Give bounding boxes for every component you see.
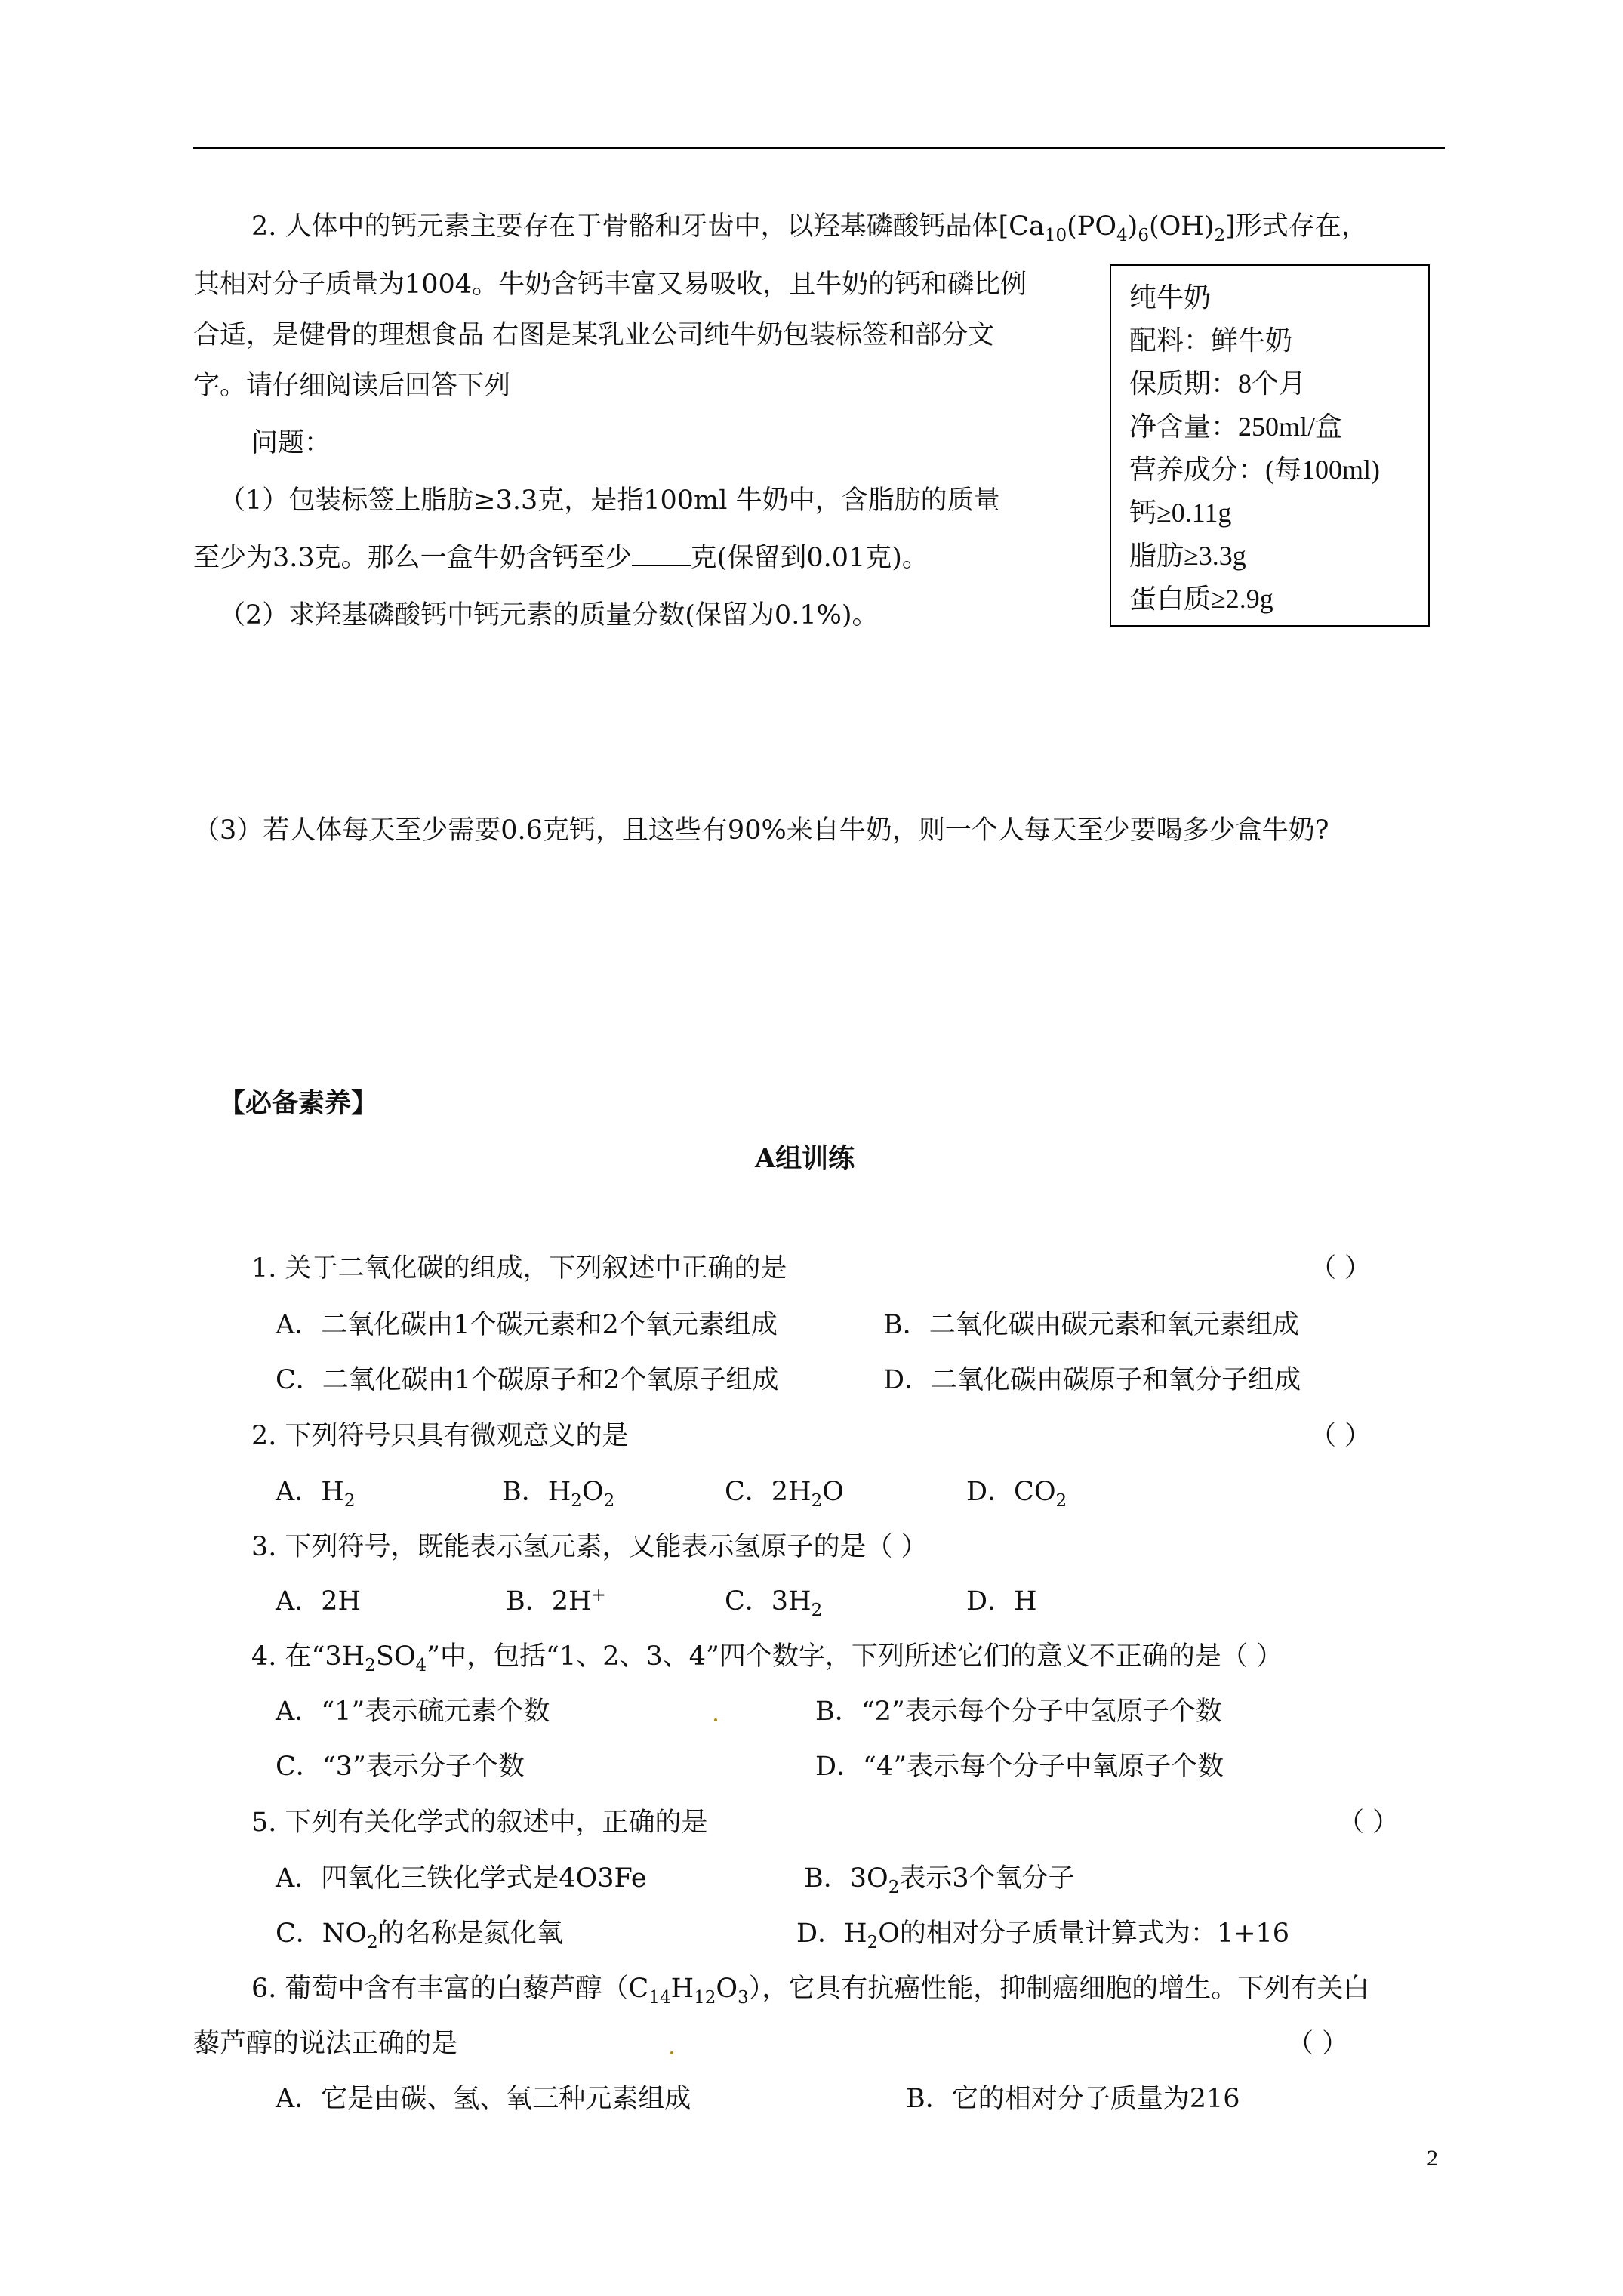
q4-stem: 4. 在“$3H_2SO_4$”中，包括“1、2、3、4”四个数字，下列所述它们的意义不正确的是（ ） [251,1641,1283,1675]
q3-option-a: A．2H [276,1586,362,1616]
q2b-option-a: A．$H_2$ [276,1477,356,1511]
q2-line4: 字。请仔细阅读后回答下列 [193,371,511,401]
q5-option-c: C．$NO_2$的名称是氮化氧 [276,1918,563,1952]
milk-label-line: 配料：鲜牛奶 [1129,325,1293,356]
q4-option-c: C．“3”表示分子个数 [276,1752,525,1782]
q6-stem-line1: 6. 葡萄中含有丰富的白藜芦醇$(C_{14}H_{12}O_3)$，它具有抗癌性能，抑制癌细胞的增生。下列有关白 [251,1974,1370,2008]
q2-line3: 合适，是健骨的理想食品 右图是某乳业公司纯牛奶包装标签和部分文 [193,320,995,350]
milk-label-line: 保质期：8个月 [1129,368,1307,399]
milk-label-box [1110,264,1430,627]
q5-answer-bracket[interactable]: （ ） [1338,1808,1400,1838]
q5-option-d: D．$H_2O$的相对分子质量计算式为：1+16 [796,1918,1290,1952]
q2-line5: 问题： [251,428,331,458]
milk-label-line: 纯牛奶 [1129,282,1212,313]
q2-sub3: （3）若人体每天至少需要0.6克钙，且这些有90%来自牛奶，则一个人每天至少要喝多少盒牛奶? [193,815,1329,846]
page-number: 2 [1427,2146,1438,2171]
stray-dot [670,2051,673,2054]
q3-option-c: C．$3H_2$ [725,1586,823,1620]
q1-option-d: D．二氧化碳由碳原子和氧分子组成 [883,1365,1301,1395]
q3-stem: 3. 下列符号，既能表示氢元素，又能表示氢原子的是（ ） [251,1532,928,1562]
q1-option-a: A．二氧化碳由1个碳元素和2个氧元素组成 [276,1310,778,1340]
q2-line2: 其相对分子质量为1004。牛奶含钙丰富又易吸收，且牛奶的钙和磷比例 [193,270,1027,300]
q1-option-b: B．二氧化碳由碳元素和氧元素组成 [883,1310,1299,1340]
q6-stem-line2: 藜芦醇的说法正确的是 [193,2029,458,2059]
q5-stem: 5. 下列有关化学式的叙述中，正确的是 [251,1808,708,1838]
q1-stem: 1. 关于二氧化碳的组成，下列叙述中正确的是 [251,1253,787,1284]
q2b-option-d: D．$CO_2$ [966,1477,1067,1511]
milk-label-line: 蛋白质≥2.9g [1129,584,1273,614]
q1-answer-bracket[interactable]: （ ） [1310,1253,1372,1284]
q3-option-d: D．H [966,1586,1037,1616]
header-rule [193,147,1445,149]
q5-option-b: B．$3O_2$表示3个氧分子 [804,1863,1075,1897]
q1-option-c: C．二氧化碳由1个碳原子和2个氧原子组成 [276,1365,779,1395]
q4-option-b: B．“2”表示每个分子中氢原子个数 [815,1697,1222,1727]
group-title: A组训练 [755,1143,855,1174]
q2-sub1-line1: （1）包装标签上脂肪≥3.3克，是指100ml 牛奶中，含脂肪的质量 [219,485,1000,516]
milk-label-line: 营养成分：(每100ml) [1129,455,1380,485]
stray-dot [714,1718,717,1721]
q2b-option-b: B．$H_2O_2$ [502,1477,615,1511]
q2b-stem: 2. 下列符号只具有微观意义的是 [251,1421,629,1451]
answer-blank[interactable] [632,542,691,566]
milk-label-line: 钙≥0.11g [1129,498,1232,528]
q4-option-d: D．“4”表示每个分子中氧原子个数 [815,1752,1224,1782]
q2b-answer-bracket[interactable]: （ ） [1310,1421,1372,1451]
q2-line1: 2. 人体中的钙元素主要存在于骨骼和牙齿中，以羟基磷酸钙晶体$[Ca_{10}(PO_4)_6(OH)_2]$形式存在， [251,211,1368,245]
q5-option-a: A．四氧化三铁化学式是4O3Fe [276,1863,647,1894]
q6-option-b: B．它的相对分子质量为216 [906,2084,1240,2114]
q3-option-b: B．2H+ [506,1586,606,1616]
section-title: 【必备素养】 [219,1088,378,1119]
q2b-option-c: C．$2H_2O$ [725,1477,844,1511]
q4-option-a: A．“1”表示硫元素个数 [276,1697,550,1727]
q6-answer-bracket[interactable]: （ ） [1287,2029,1349,2059]
q2-sub1-line2: 至少为3.3克。那么一盒牛奶含钙至少 克(保留到0.01克)。 [193,543,929,573]
q2-sub2: （2）求羟基磷酸钙中钙元素的质量分数(保留为0.1%)。 [219,600,879,630]
milk-label-line: 净含量：250ml/盒 [1129,411,1343,442]
q6-option-a: A．它是由碳、氢、氧三种元素组成 [276,2084,691,2114]
milk-label-line: 脂肪≥3.3g [1129,541,1246,571]
